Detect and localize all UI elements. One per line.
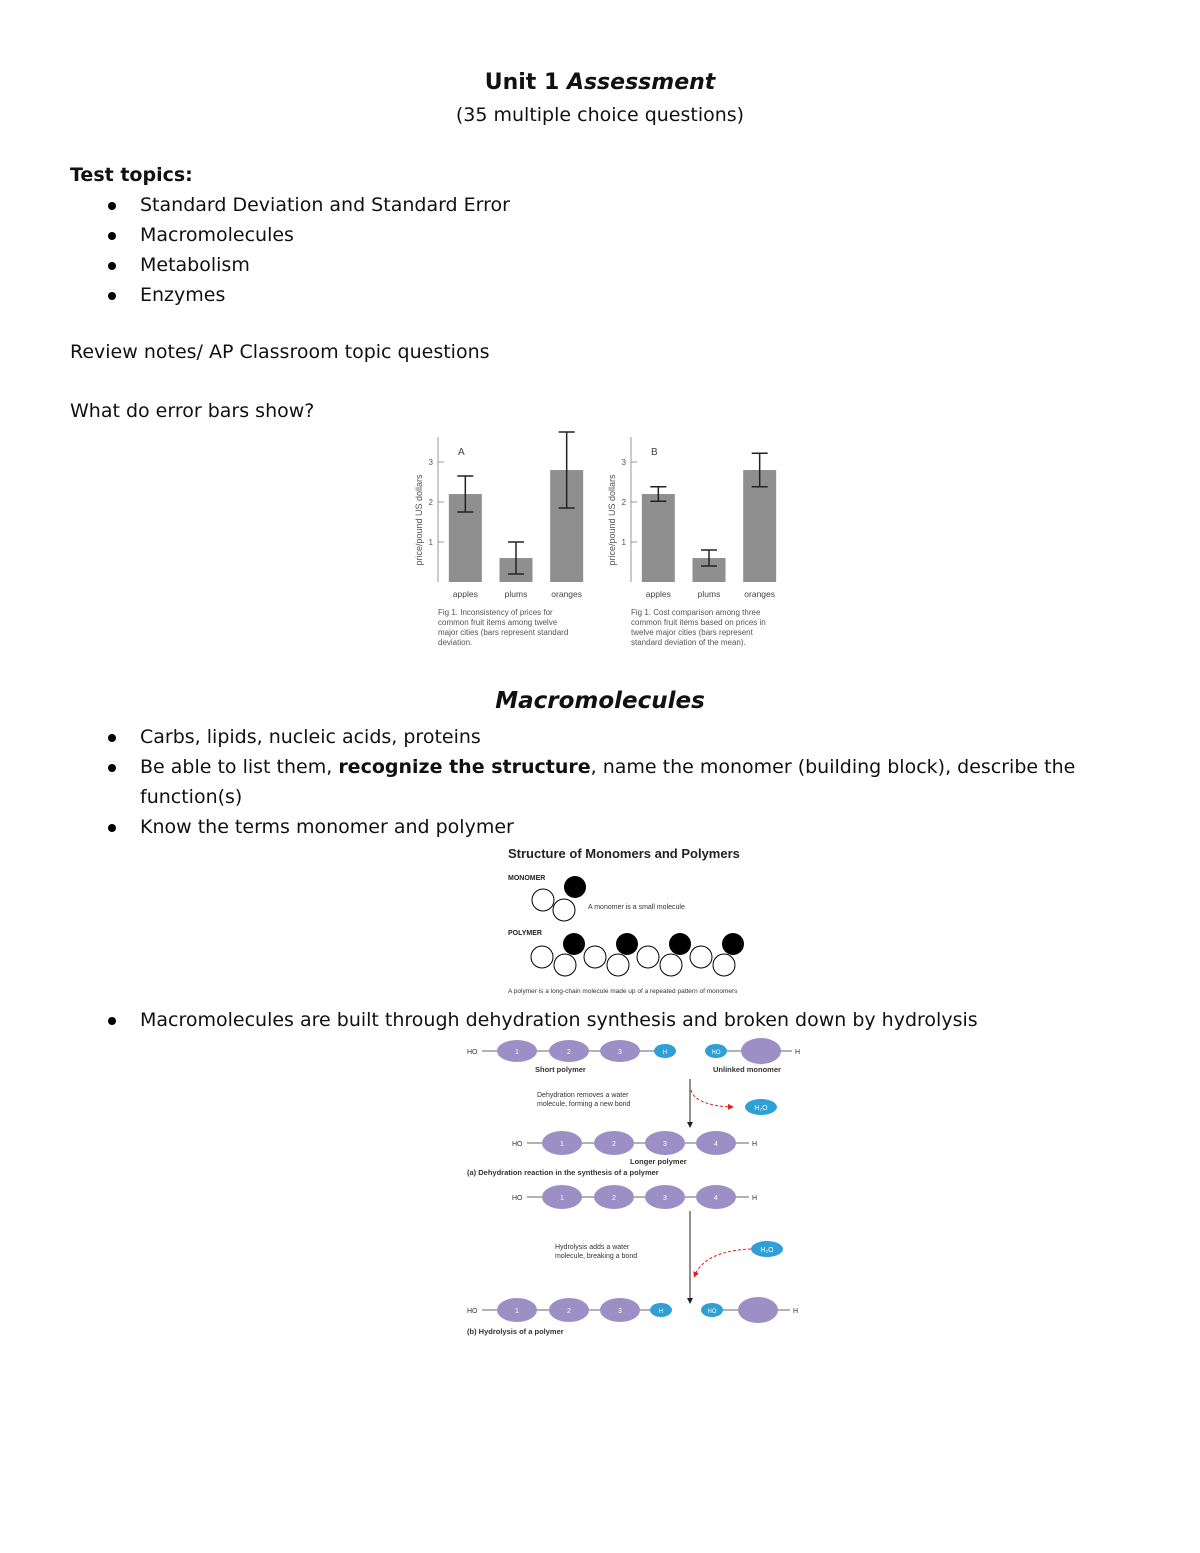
page-title xyxy=(0,70,1200,95)
test-topics-label: Test topics: xyxy=(70,164,193,186)
error-bars-question: What do error bars show? xyxy=(70,400,315,422)
figure-caption-b: (b) Hydrolysis of a polymer xyxy=(467,1327,564,1336)
x-tick-label: plums xyxy=(504,589,528,599)
polymer-molecule xyxy=(531,933,744,976)
x-tick-label: oranges xyxy=(744,589,776,599)
monomer-caption: A monomer is a small molecule xyxy=(588,904,685,911)
unit-number: 2 xyxy=(612,1141,616,1148)
section-heading-macromolecules: Macromolecules xyxy=(495,688,705,714)
list-item: Know the terms monomer and polymer xyxy=(70,812,1150,842)
monomer-polymer-figure xyxy=(500,838,770,998)
water-in-arrow xyxy=(695,1249,751,1275)
longer-polymer-label: Longer polymer xyxy=(630,1157,687,1166)
y-tick-label: 2 xyxy=(621,498,626,507)
list-item: Metabolism xyxy=(70,250,1150,280)
polymer-caption: A polymer is a long-chain molecule made up of a repeated pattern of monomers xyxy=(508,988,738,995)
h-label: H xyxy=(793,1308,799,1315)
list-item: Carbs, lipids, nucleic acids, proteins xyxy=(70,722,1150,752)
x-tick-label: apples xyxy=(645,589,671,599)
figure-caption-line: deviation. xyxy=(438,638,473,647)
ho-label: HO xyxy=(711,1050,721,1056)
polymer-bead xyxy=(616,933,638,955)
page-subtitle: (35 multiple choice questions) xyxy=(455,104,745,126)
list-item xyxy=(70,752,1150,812)
figure-caption-line: Fig 1. Inconsistency of prices for xyxy=(438,608,553,617)
water-molecule xyxy=(751,1241,783,1257)
h-label: H xyxy=(795,1049,801,1056)
dehydration-hydrolysis-figure xyxy=(455,1035,815,1340)
y-axis-label: price/pound US dollars xyxy=(607,474,617,566)
unit-number: 1 xyxy=(515,1308,519,1315)
macromolecules-list-continued xyxy=(70,1005,1170,1035)
dehydration-note: molecule, forming a new bond xyxy=(537,1101,631,1108)
bullet-bold-text: recognize the structure xyxy=(338,756,591,778)
list-item: Macromolecules xyxy=(70,220,1150,250)
unit-number: 4 xyxy=(714,1195,718,1202)
panel-letter: A xyxy=(458,447,465,458)
macromolecules-list xyxy=(70,722,1150,842)
y-tick-label: 3 xyxy=(428,458,433,467)
figure-caption-line: common fruit items among twelve xyxy=(438,618,558,627)
figure-caption-a: (a) Dehydration reaction in the synthesis of a polymer xyxy=(467,1168,659,1177)
water-label: H₂O xyxy=(760,1247,774,1254)
y-tick-label: 1 xyxy=(621,538,626,547)
monomer-label: MONOMER xyxy=(508,875,546,882)
y-tick-label: 3 xyxy=(621,458,626,467)
short-polymer-label: Short polymer xyxy=(535,1065,586,1074)
polymer-bead xyxy=(637,946,659,968)
chart-panel-a xyxy=(414,432,583,647)
unit-number: 3 xyxy=(663,1141,667,1148)
unit-number: 2 xyxy=(612,1195,616,1202)
figure-caption-line: Fig 1. Cost comparison among three xyxy=(631,608,761,617)
h-label: H xyxy=(752,1195,758,1202)
h-label: H xyxy=(752,1141,758,1148)
polymer-bead xyxy=(584,946,606,968)
polymer-bead xyxy=(607,954,629,976)
unit-number: 2 xyxy=(567,1308,571,1315)
hydrolysis-note: Hydrolysis adds a water xyxy=(555,1244,630,1251)
y-tick-label: 2 xyxy=(428,498,433,507)
x-tick-label: oranges xyxy=(551,589,583,599)
water-molecule xyxy=(745,1099,777,1115)
ho-label: HO xyxy=(467,1049,478,1056)
short-polymer xyxy=(467,1040,676,1074)
list-item: Enzymes xyxy=(70,280,1150,310)
polymer-bead xyxy=(713,954,735,976)
longer-polymer xyxy=(512,1131,757,1166)
polymer-bead xyxy=(722,933,744,955)
hydrolysis-note: molecule, breaking a bond xyxy=(555,1253,638,1260)
unit-number: 3 xyxy=(618,1308,622,1315)
figure-title: Structure of Monomers and Polymers xyxy=(508,846,740,861)
title-assessment: Assessment xyxy=(566,70,716,95)
bullet-text: , name the monomer (building block), describe the function(s) xyxy=(140,756,1076,808)
h-label: H xyxy=(662,1050,668,1056)
ho-label: HO xyxy=(707,1309,717,1315)
water-out-arrow xyxy=(691,1090,731,1107)
title-unit: Unit 1 xyxy=(484,70,560,95)
chart-panel-b xyxy=(607,437,776,647)
dehydration-note: Dehydration removes a water xyxy=(537,1092,629,1099)
polymer-label: POLYMER xyxy=(508,930,542,937)
polymer-bead xyxy=(554,954,576,976)
unit-number: 3 xyxy=(663,1195,667,1202)
polymer-bead xyxy=(531,946,553,968)
unit-number: 1 xyxy=(560,1195,564,1202)
polymer-bead xyxy=(660,954,682,976)
unlinked-monomer xyxy=(705,1038,800,1074)
list-item: Macromolecules are built through dehydration synthesis and broken down by hydrolysis xyxy=(70,1005,1170,1035)
test-topics-list xyxy=(70,190,1150,310)
unlinked-monomer-label: Unlinked monomer xyxy=(713,1065,781,1074)
ho-label: HO xyxy=(467,1308,478,1315)
unit-number: 1 xyxy=(560,1141,564,1148)
review-line: Review notes/ AP Classroom topic questions xyxy=(70,341,490,363)
hydrolysis-products xyxy=(467,1297,798,1323)
figure-caption-line: common fruit items based on prices in xyxy=(631,618,766,627)
bullet-text: Be able to list them, xyxy=(140,756,339,778)
polymer-bead xyxy=(669,933,691,955)
unit-number: 3 xyxy=(618,1049,622,1056)
ho-label: HO xyxy=(512,1141,523,1148)
y-tick-label: 1 xyxy=(428,538,433,547)
x-tick-label: plums xyxy=(697,589,721,599)
list-item: Standard Deviation and Standard Error xyxy=(70,190,1150,220)
figure-caption-line: major cities (bars represent standard xyxy=(438,628,569,637)
water-label: H₂O xyxy=(754,1105,768,1112)
bar-apples xyxy=(642,494,675,582)
polymer-before-hydrolysis xyxy=(512,1185,757,1209)
error-bar-figure xyxy=(400,425,800,660)
panel-letter: B xyxy=(651,447,658,458)
monomer-molecule xyxy=(532,876,586,921)
h-label: H xyxy=(658,1309,664,1315)
unit-number: 2 xyxy=(567,1049,571,1056)
polymer-bead xyxy=(563,933,585,955)
y-axis-label: price/pound US dollars xyxy=(414,474,424,566)
figure-caption-line: standard deviation of the mean). xyxy=(631,638,746,647)
ho-label: HO xyxy=(512,1195,523,1202)
unit-number: 1 xyxy=(515,1049,519,1056)
figure-caption-line: twelve major cities (bars represent xyxy=(631,628,753,637)
polymer-bead xyxy=(690,946,712,968)
x-tick-label: apples xyxy=(452,589,478,599)
unit-number: 4 xyxy=(714,1141,718,1148)
